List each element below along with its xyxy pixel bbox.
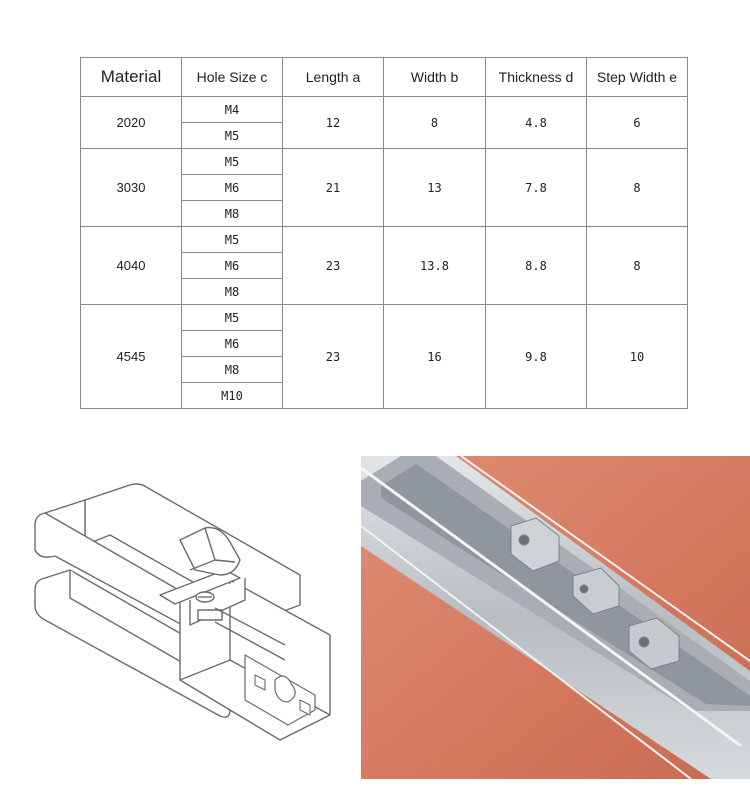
- material-cell: 2020: [81, 97, 182, 149]
- header-step-width: Step Width e: [587, 58, 688, 97]
- width-cell: 13.8: [384, 227, 486, 305]
- thickness-cell: 7.8: [486, 149, 587, 227]
- header-hole-size: Hole Size c: [182, 58, 283, 97]
- length-cell: 21: [283, 149, 384, 227]
- material-cell: 4040: [81, 227, 182, 305]
- table-row: [81, 97, 688, 123]
- step-width-cell: 10: [587, 305, 688, 409]
- width-cell: 16: [384, 305, 486, 409]
- length-cell: 12: [283, 97, 384, 149]
- header-thickness: Thickness d: [486, 58, 587, 97]
- hole-size-cell: M5: [182, 123, 283, 149]
- width-cell: 8: [384, 97, 486, 149]
- table-row: [81, 149, 688, 175]
- length-cell: 23: [283, 227, 384, 305]
- hole-size-cell: M6: [182, 175, 283, 201]
- material-cell: 4545: [81, 305, 182, 409]
- thickness-cell: 9.8: [486, 305, 587, 409]
- material-cell: 3030: [81, 149, 182, 227]
- hole-size-cell: M6: [182, 253, 283, 279]
- table-row: [81, 305, 688, 331]
- step-width-cell: 8: [587, 149, 688, 227]
- t-slot-nut-drawing-icon: [30, 480, 350, 760]
- spec-table: [80, 57, 688, 409]
- aluminum-profile-photo-icon: [361, 456, 750, 779]
- step-width-cell: 6: [587, 97, 688, 149]
- hole-size-cell: M5: [182, 149, 283, 175]
- header-width: Width b: [384, 58, 486, 97]
- hole-size-cell: M8: [182, 357, 283, 383]
- header-row: [81, 58, 688, 97]
- header-length: Length a: [283, 58, 384, 97]
- hole-size-cell: M5: [182, 305, 283, 331]
- thickness-cell: 8.8: [486, 227, 587, 305]
- table-row: [81, 227, 688, 253]
- length-cell: 23: [283, 305, 384, 409]
- header-material: Material: [81, 58, 182, 97]
- thickness-cell: 4.8: [486, 97, 587, 149]
- hole-size-cell: M8: [182, 279, 283, 305]
- hole-size-cell: M4: [182, 97, 283, 123]
- hole-size-cell: M10: [182, 383, 283, 409]
- hole-size-cell: M5: [182, 227, 283, 253]
- width-cell: 13: [384, 149, 486, 227]
- hole-size-cell: M8: [182, 201, 283, 227]
- step-width-cell: 8: [587, 227, 688, 305]
- hole-size-cell: M6: [182, 331, 283, 357]
